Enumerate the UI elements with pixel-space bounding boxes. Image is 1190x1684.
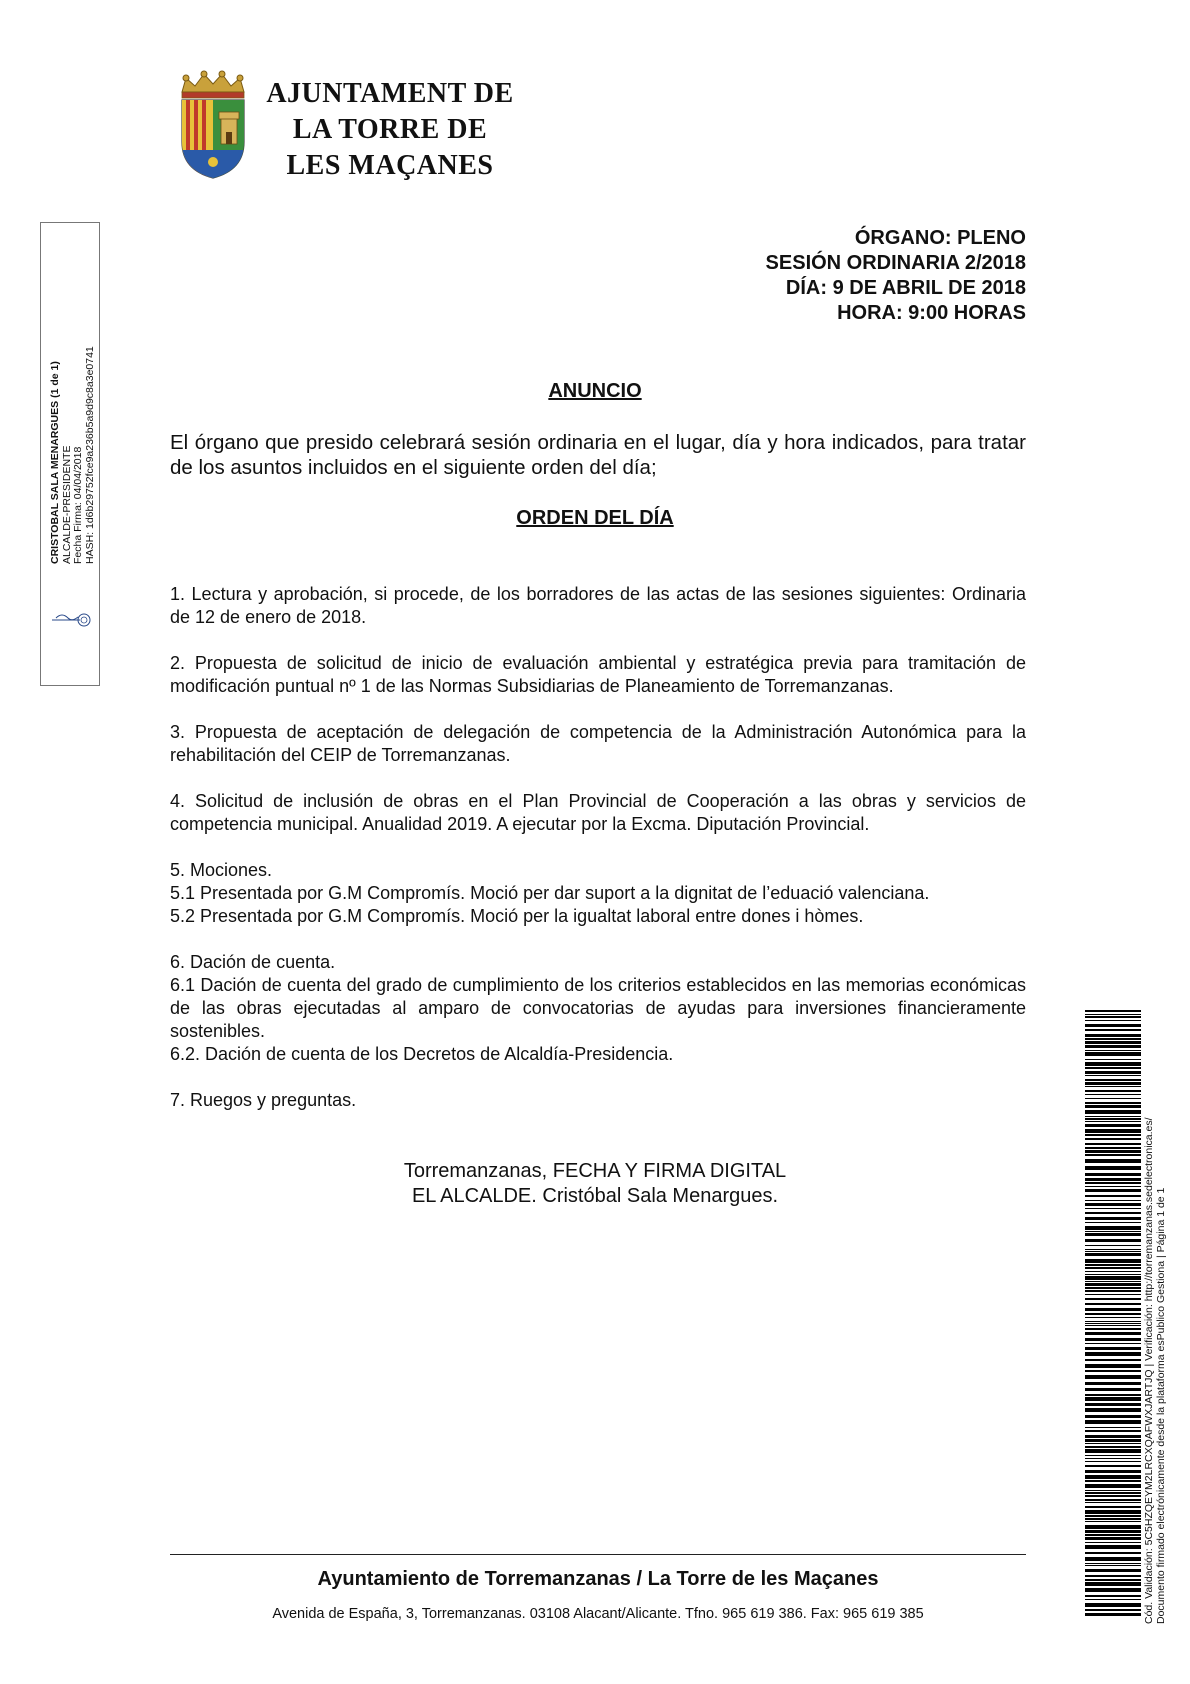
agenda-subitem: 5.2 Presentada por G.M Compromís. Moció per la igualtat laboral entre dones i hòmes. [170, 906, 864, 926]
barcode-icon [1085, 1010, 1141, 1620]
footer-divider [170, 1554, 1026, 1555]
agenda-item: 5. Mociones. [170, 860, 273, 880]
agenda-subitem: 6.2. Dación de cuenta de los Decretos de Alcaldía-Presidencia. [170, 1044, 674, 1064]
agenda-subitem: 5.1 Presentada por G.M Compromís. Moció per dar suport a la dignitat de l’eduació valenciana. [170, 883, 930, 903]
organization-name [255, 76, 525, 184]
session-number: SESIÓN ORDINARIA 2/2018 [765, 252, 1026, 274]
verification-platform-line: Documento firmado electrónicamente desde la plataforma esPublico Gestiona | Página 1 de 1 [1155, 1187, 1167, 1624]
signature-stamp-text [50, 346, 96, 564]
footer-address: Avenida de España, 3, Torremanzanas. 03108 Alacant/Alicante. Tfno. 965 619 386. Fax: 965 619 385 [272, 1606, 924, 1622]
anuncio-title: ANUNCIO [548, 380, 642, 402]
org-name-line-3: LES MAÇANES [286, 150, 494, 181]
agenda-list [170, 583, 1026, 1112]
agenda-item: 4. Solicitud de inclusión de obras en el Plan Provincial de Cooperación a las obras y servicios de competencia municipal. Anualidad 2019. A ejecutar por la Excma. Diputación Provincial. [170, 791, 1026, 834]
signer-name: CRISTOBAL SALA MENARGUES (1 de 1) [49, 361, 61, 564]
intro-paragraph: El órgano que presido celebrará sesión ordinaria en el lugar, día y hora indicados, para tratar de los asuntos incluidos en el siguiente orden del día; [170, 431, 1026, 479]
signature-hash: HASH: 1d6b29752fce9a236b5a9d9c8a3e0741 [83, 346, 96, 564]
coat-of-arms-logo [178, 70, 248, 180]
signature-seal-icon [50, 608, 92, 632]
signature-date: Fecha Firma: 04/04/2018 [72, 446, 84, 564]
footer-title: Ayuntamiento de Torremanzanas / La Torre de les Maçanes [317, 1568, 879, 1590]
org-name-line-1: AJUNTAMENT DE [266, 78, 514, 109]
agenda-item: 2. Propuesta de solicitud de inicio de evaluación ambiental y estratégica previa para tramitación de modificación puntual nº 1 de las Normas Subsidiarias de Planeamiento de Torremanzanas. [170, 653, 1026, 696]
agenda-item: 3. Propuesta de aceptación de delegación de competencia de la Administración Autonómica para la rehabilitación del CEIP de Torremanzanas. [170, 722, 1026, 765]
orden-del-dia-title: ORDEN DEL DÍA [516, 507, 674, 529]
agenda-item: 7. Ruegos y preguntas. [170, 1090, 357, 1110]
session-time: HORA: 9:00 HORAS [837, 302, 1026, 324]
session-organ: ÓRGANO: PLENO [854, 227, 1026, 249]
closing-signature-block [0, 1159, 1190, 1209]
agenda-item: 1. Lectura y aprobación, si procede, de los borradores de las actas de las sesiones siguientes: Ordinaria de 12 de enero de 2018. [170, 584, 1026, 627]
session-date: DÍA: 9 DE ABRIL DE 2018 [785, 277, 1026, 299]
closing-line-2: EL ALCALDE. Cristóbal Sala Menargues. [411, 1185, 779, 1207]
session-info [766, 226, 1026, 326]
verification-text [1143, 1117, 1167, 1624]
org-name-line-2: LA TORRE DE [292, 114, 488, 145]
signer-role: ALCALDE-PRESIDENTE [60, 445, 73, 564]
closing-line-1: Torremanzanas, FECHA Y FIRMA DIGITAL [403, 1160, 787, 1182]
agenda-subitem: 6.1 Dación de cuenta del grado de cumplimiento de los criterios establecidos en las memorias económicas de las obras ejecutadas al amparo de convocatorias de ayudas para inversiones financieramente sostenibles. [170, 975, 1026, 1041]
agenda-item: 6. Dación de cuenta. [170, 952, 336, 972]
verification-code-line: Cód. Validación: 5C5HZQEYM2LRCXQAFWXJARTJQ | Verificación: http://torremanzanas.sedelectronica.es/ [1143, 1117, 1155, 1624]
